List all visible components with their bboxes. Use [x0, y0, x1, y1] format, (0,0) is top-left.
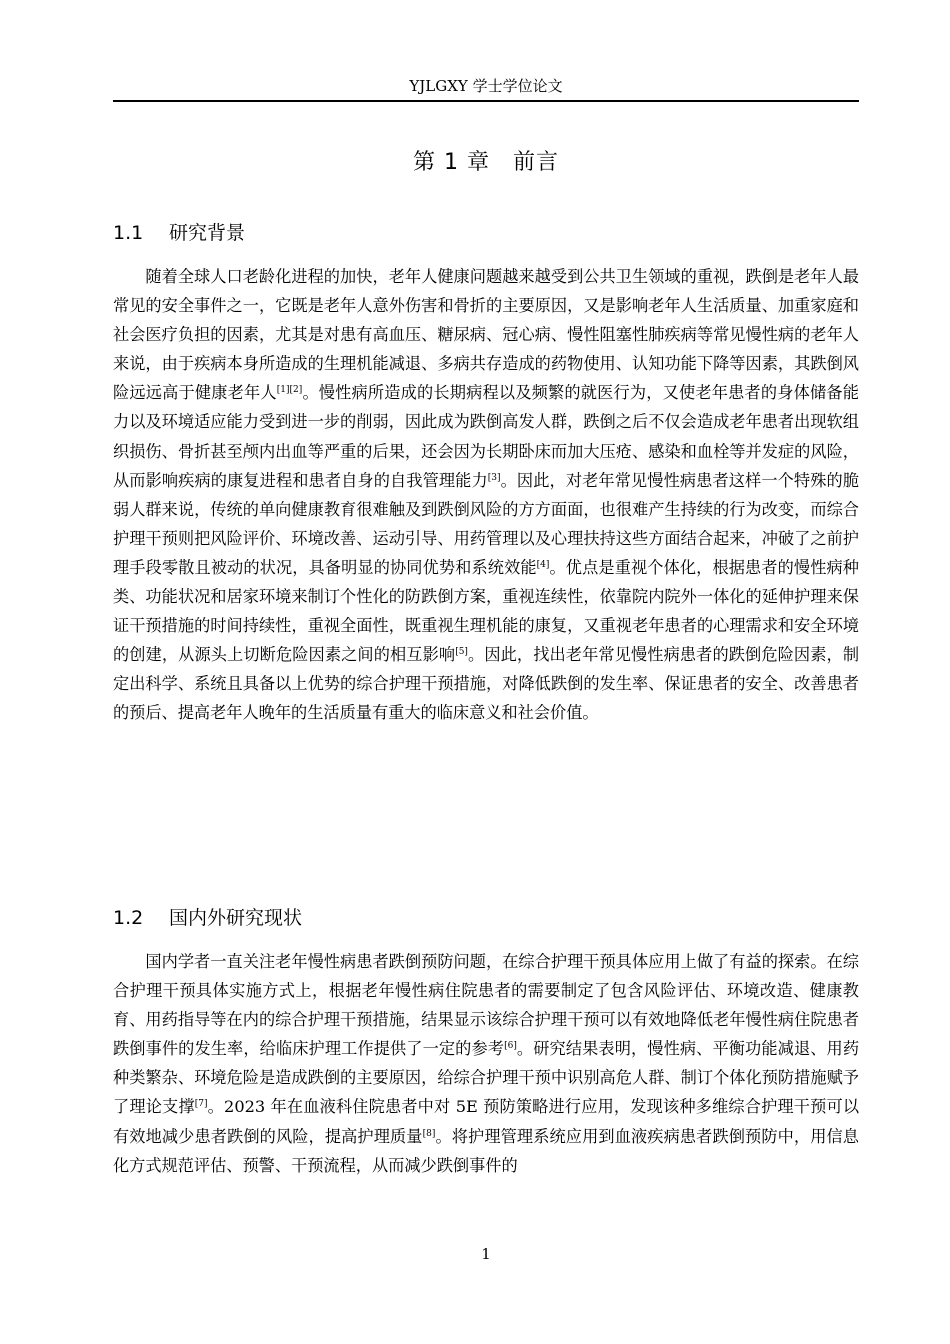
body-text: 国内学者一直关注老年慢性病患者跌倒预防问题，在综合护理干预具体应用上做了有益的探索。在综合护理干预具体实施方式上，根据老年慢性病住院患者的需要制定了包含风险评估、环境改造、健康教育、用药指导等在内的综合护理干预措施，结果显示该综合护理干预可以有效地降低老年慢性病住院患者跌倒事件的发生率，给临床护理工作提供了一定的参考 [113, 952, 859, 1059]
body-text: 。将护理管理系统应用到血液疾病患者跌倒预防中，用信息化方式规范评估、预警、干预流程，从而减少跌倒事件的 [113, 1126, 859, 1175]
section-heading-1-1 [113, 218, 859, 248]
paragraph-research-status [113, 947, 859, 1180]
section-title-text: 研究背景 [169, 222, 246, 244]
chapter-title: 第 1 章 前言 [413, 150, 559, 175]
citation: [8] [422, 1128, 436, 1139]
section-number: 1.1 [113, 222, 144, 244]
body-text: 。研究结果表明，慢性病、平衡功能减退、用药种类繁杂、环境危险是造成跌倒的主要原因，给综合护理干预中识别高危人群、制订个体化预防措施赋予了理论支撑 [113, 1039, 860, 1117]
body-text: 。慢性病所造成的长期病程以及频繁的就医行为，又使老年患者的身体储备能力以及环境适应能力受到进一步的削弱，因此成为跌倒高发人群，跌倒之后不仅会造成老年患者出现软组织损伤、骨折甚至颅内出血等严重的后果，还会因为长期卧床而加大压疮、感染和血栓等并发症的风险，从而影响疾病的康复进程和患者自身的自我管理能力 [113, 383, 859, 490]
body-text: 随着全球人口老龄化进程的加快，老年人健康问题越来越受到公共卫生领域的重视，跌倒是老年人最常见的安全事件之一，它既是老年人意外伤害和骨折的主要原因，又是影响老年人生活质量、加重家庭和社会医疗负担的因素，尤其是对患有高血压、糖尿病、冠心病、慢性阻塞性肺疾病等常见慢性病的老年人来说，由于疾病本身所造成的生理机能减退、多病共存造成的药物使用、认知功能下降等因素，其跌倒风险远远高于健康老年人 [113, 267, 859, 403]
paragraph-research-background [113, 262, 859, 728]
section-heading-1-2 [113, 903, 859, 933]
page-number: 1 [481, 1245, 491, 1263]
body-text: 。2023 年在血液科住院患者中对 5E 预防策略进行应用，发现该种多维综合护理干预可以有效地减少患者跌倒的风险，提高护理质量 [113, 1097, 860, 1146]
citation: [6] [504, 1041, 517, 1052]
citation: [1][2] [276, 385, 303, 396]
running-header: YJLGXY 学士学位论文 [409, 77, 563, 95]
citation: [3] [487, 472, 501, 483]
header-rule [113, 100, 859, 102]
citation: [4] [536, 559, 550, 570]
body-text: 。优点是重视个体化，根据患者的慢性病种类、功能状况和居家环境来制订个性化的防跌倒方案，重视连续性，依靠院内院外一体化的延伸护理来保证干预措施的时间持续性，重视全面性，既重视生理机能的康复，又重视老年患者的心理需求和安全环境的创建，从源头上切断危险因素之间的相互影响 [113, 557, 859, 665]
body-text: 。因此，对老年常见慢性病患者这样一个特殊的脆弱人群来说，传统的单向健康教育很难触及到跌倒风险的方方面面，也很难产生持续的行为改变，而综合护理干预则把风险评价、环境改善、运动引导、用药管理以及心理扶持这些方面结合起来，冲破了之前护理手段零散且被动的状况，具备明显的协同优势和系统效能 [113, 470, 860, 577]
body-text: 。因此，找出老年常见慢性病患者的跌倒危险因素，制定出科学、系统且具备以上优势的综合护理干预措施，对降低跌倒的发生率、保证患者的安全、改善患者的预后、提高老年人晚年的生活质量有重大的临床意义和社会价值。 [113, 645, 860, 723]
section-number: 1.2 [113, 907, 144, 929]
citation: [7] [194, 1099, 208, 1110]
section-title-text: 国内外研究现状 [169, 907, 303, 929]
citation: [5] [455, 647, 468, 658]
